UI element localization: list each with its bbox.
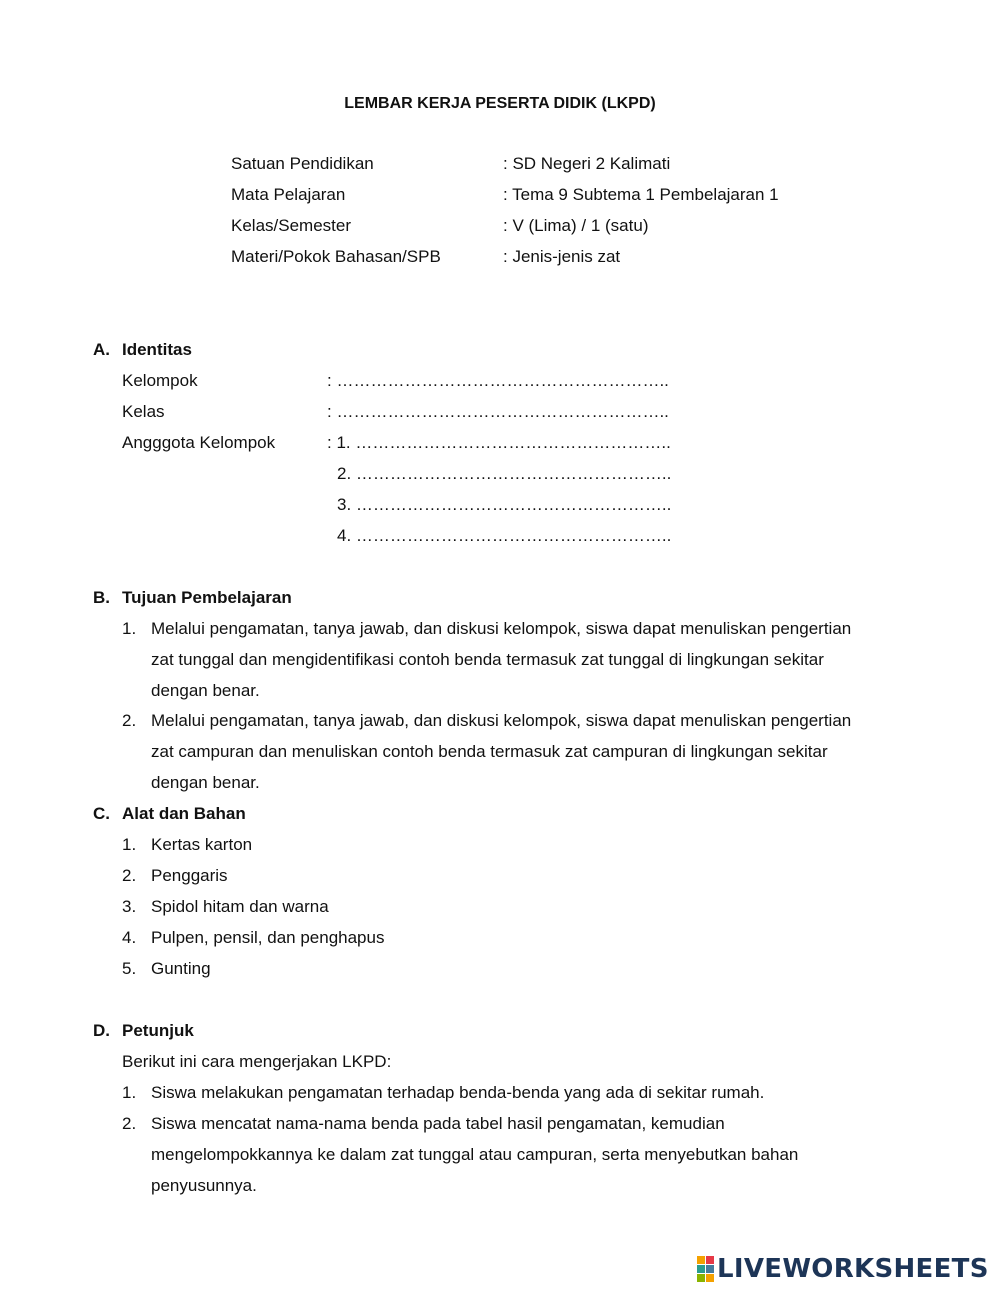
anggota-field-2[interactable]: 2. ……………………………………………….. [337, 464, 672, 483]
alat-3-number: 3. [122, 897, 137, 916]
alat-5-text: Gunting [151, 959, 211, 978]
info-value-materi: : Jenis-jenis zat [503, 247, 621, 266]
tujuan-2-line-3: dengan benar. [151, 773, 260, 792]
kelas-label: Kelas [122, 402, 165, 421]
info-value-mapel: : Tema 9 Subtema 1 Pembelajaran 1 [503, 185, 779, 204]
logo-square-3 [697, 1265, 705, 1273]
petunjuk-2-number: 2. [122, 1114, 137, 1133]
anggota-field-1[interactable]: : 1. ……………………………………………….. [327, 433, 671, 452]
section-c-title: Alat dan Bahan [122, 804, 246, 823]
info-value-satuan: : SD Negeri 2 Kalimati [503, 154, 671, 173]
section-c-letter: C. [93, 804, 110, 823]
section-b-letter: B. [93, 588, 110, 607]
alat-3-text: Spidol hitam dan warna [151, 897, 329, 916]
alat-2-number: 2. [122, 866, 137, 885]
petunjuk-2-line-1: Siswa mencatat nama-nama benda pada tabel hasil pengamatan, kemudian [151, 1114, 725, 1133]
logo-square-1 [697, 1256, 705, 1264]
alat-1-number: 1. [122, 835, 137, 854]
logo-square-2 [706, 1256, 714, 1264]
petunjuk-2-line-2: mengelompokkannya ke dalam zat tunggal atau campuran, serta menyebutkan bahan [151, 1145, 799, 1164]
liveworksheets-logo[interactable] [697, 1252, 989, 1286]
petunjuk-2-line-3: penyusunnya. [151, 1176, 257, 1195]
kelompok-label: Kelompok [122, 371, 198, 390]
logo-square-6 [706, 1274, 714, 1282]
info-label-satuan: Satuan Pendidikan [231, 154, 374, 173]
alat-4-number: 4. [122, 928, 137, 947]
anggota-label: Angggota Kelompok [122, 433, 276, 452]
tujuan-1-line-1: Melalui pengamatan, tanya jawab, dan diskusi kelompok, siswa dapat menuliskan pengertian [151, 619, 852, 638]
petunjuk-1-line-1: Siswa melakukan pengamatan terhadap benda-benda yang ada di sekitar rumah. [151, 1083, 765, 1102]
anggota-field-4[interactable]: 4. ……………………………………………….. [337, 526, 672, 545]
kelas-field[interactable]: : ………………………………………………….. [327, 402, 669, 421]
petunjuk-intro: Berikut ini cara mengerjakan LKPD: [122, 1052, 392, 1071]
liveworksheets-logo-icon [697, 1256, 714, 1282]
tujuan-1-line-2: zat tunggal dan mengidentifikasi contoh benda termasuk zat tunggal di lingkungan sekitar [151, 650, 824, 669]
tujuan-1-number: 1. [122, 619, 137, 638]
alat-4-text: Pulpen, pensil, dan penghapus [151, 928, 385, 947]
tujuan-1-line-3: dengan benar. [151, 681, 260, 700]
info-label-mapel: Mata Pelajaran [231, 185, 346, 204]
section-a-title: Identitas [122, 340, 192, 359]
petunjuk-1-number: 1. [122, 1083, 137, 1102]
section-b-title: Tujuan Pembelajaran [122, 588, 292, 607]
logo-text: LIVEWORKSHEETS [717, 1254, 989, 1284]
alat-5-number: 5. [122, 959, 137, 978]
kelompok-field[interactable]: : ………………………………………………….. [327, 371, 669, 390]
document-title: LEMBAR KERJA PESERTA DIDIK (LKPD) [344, 95, 656, 112]
info-label-materi: Materi/Pokok Bahasan/SPB [231, 247, 441, 266]
info-label-kelas: Kelas/Semester [231, 216, 351, 235]
alat-2-text: Penggaris [151, 866, 228, 885]
logo-square-5 [697, 1274, 705, 1282]
logo-square-4 [706, 1265, 714, 1273]
section-a-letter: A. [93, 340, 110, 359]
anggota-field-3[interactable]: 3. ……………………………………………….. [337, 495, 672, 514]
tujuan-2-line-2: zat campuran dan menuliskan contoh benda termasuk zat campuran di lingkungan sekitar [151, 742, 828, 761]
section-d-title: Petunjuk [122, 1021, 194, 1040]
tujuan-2-number: 2. [122, 711, 137, 730]
tujuan-2-line-1: Melalui pengamatan, tanya jawab, dan diskusi kelompok, siswa dapat menuliskan pengertian [151, 711, 852, 730]
alat-1-text: Kertas karton [151, 835, 253, 854]
section-d-letter: D. [93, 1021, 110, 1040]
info-value-kelas: : V (Lima) / 1 (satu) [503, 216, 649, 235]
